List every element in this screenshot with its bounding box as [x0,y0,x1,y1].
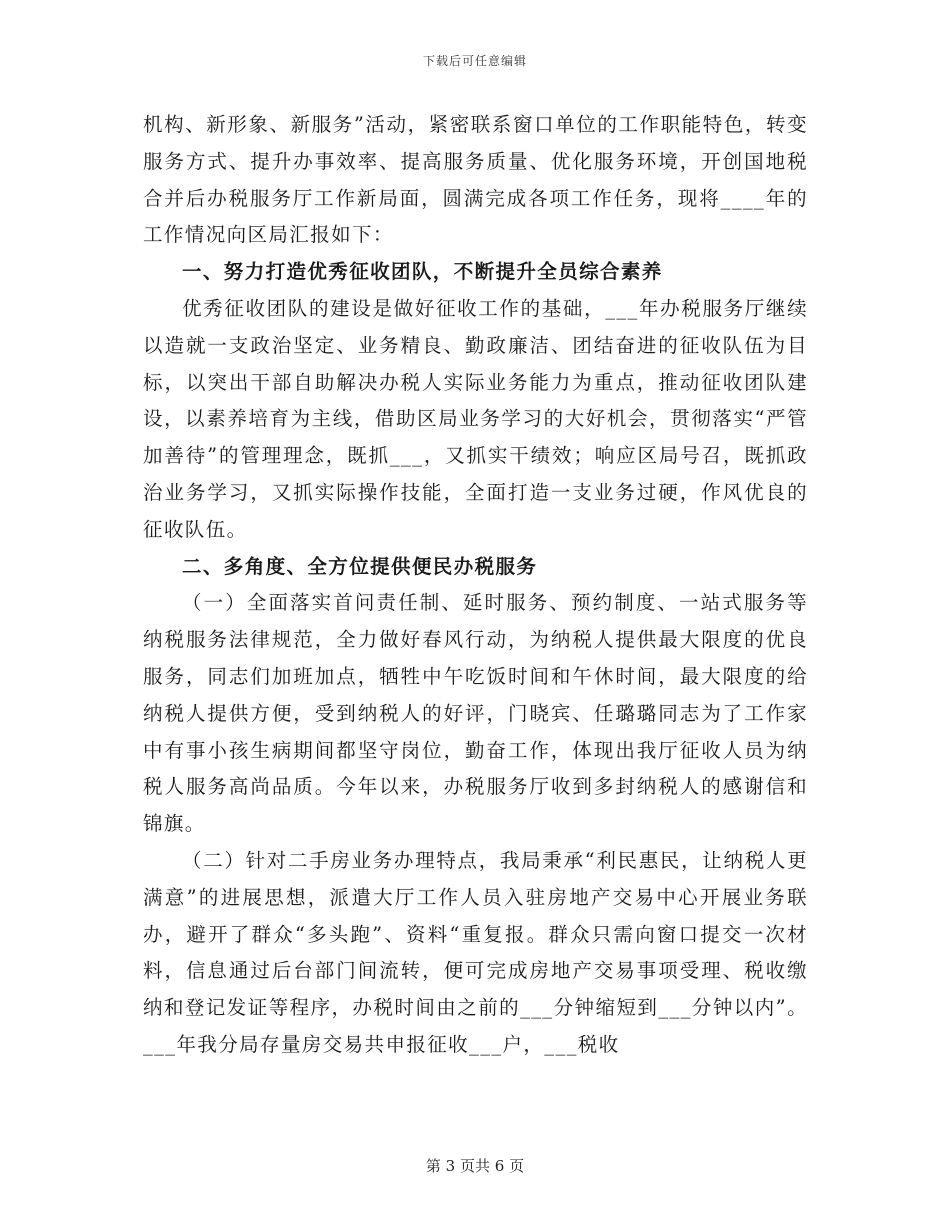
paragraph-continuation: 机构、新形象、新服务”活动，紧密联系窗口单位的工作职能特色，转变服务方式、提升办事效率、提高服务质量、优化服务环境，开创国地税合并后办税服务厅工作新局面，圆满完成各项工作任务，现将____年的工作情况向区局汇报如下： [143,113,808,247]
paragraph-service-2: （二）针对二手房业务办理特点，我局秉承“利民惠民，让纳税人更满意”的进展思想，派遣大厅工作人员入驻房地产交易中心开展业务联办，避开了群众“多头跑”、资料“重复报。群众只需向窗口提交一次材料，信息通过后台部门间流转，便可完成房地产交易事项受理、税收缴纳和登记发证等程序，办税时间由之前的___分钟缩短到___分钟以内”。___年我分局存量房交易共申报征收___户，___税收 [143,848,808,1056]
document-body [143,107,808,1064]
section-heading-2: 二、多角度、全方位提供便民办税服务 [182,554,538,578]
section-heading-1: 一、努力打造优秀征收团队，不断提升全员综合素养 [182,260,663,284]
paragraph-team-building: 优秀征收团队的建设是做好征收工作的基础，___年办税服务厅继续以造就一支政治坚定、业务精良、勤政廉洁、团结奋进的征收队伍为目标，以突出干部自助解决办税人实际业务能力为重点，推动征收团队建设，以素养培育为主线，借助区局业务学习的大好机会，贯彻落实“严管加善待”的管理理念，既抓___，又抓实干绩效；响应区局号召，既抓政治业务学习，又抓实际操作技能，全面打造一支业务过硬，作风优良的征收队伍。 [143,296,808,541]
paragraph-service-1: （一）全面落实首问责任制、延时服务、预约制度、一站式服务等纳税服务法律规范，全力做好春风行动，为纳税人提供最大限度的优良服务，同志们加班加点，牺牲中午吃饭时间和午休时间，最大限度的给纳税人提供方便，受到纳税人的好评，门晓宾、任璐璐同志为了工作家中有事小孩生病期间都坚守岗位，勤奋工作，体现出我厅征收人员为纳税人服务高尚品质。今年以来，办税服务厅收到多封纳税人的感谢信和锦旗。 [143,591,808,836]
page-header-note: 下载后可任意编辑 [422,54,527,68]
page-number: 第 3 页共 6 页 [425,1157,525,1175]
